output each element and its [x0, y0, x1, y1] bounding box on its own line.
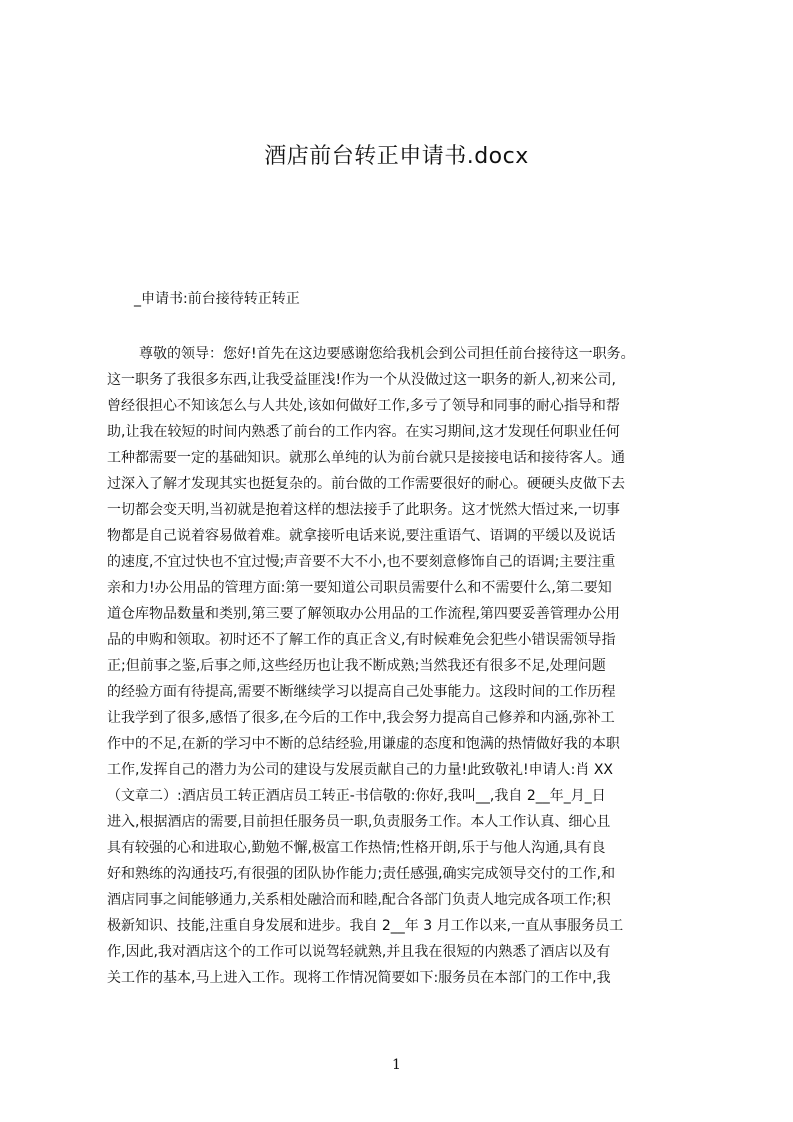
body-line: 让我学到了很多,感悟了很多,在今后的工作中,我会努力提高自己修养和内涵,弥补工: [107, 710, 615, 726]
body-line: 物都是自己说着容易做着难。就拿接听电话来说,要注重语气、语调的平缓以及说话: [107, 528, 616, 544]
body-line: 作,因此,我对酒店这个的工作可以说驾轻就熟,并且我在很短的内熟悉了酒店以及有: [107, 944, 611, 960]
document-title: 酒店前台转正申请书.docx: [264, 144, 529, 169]
body-line: 品的申购和领取。初时还不了解工作的真正含义,有时候难免会犯些小错误需领导指: [107, 632, 616, 648]
body-line: 曾经很担心不知该怎么与人共处,该如何做好工作,多亏了领导和同事的耐心指导和帮: [107, 398, 620, 414]
document-subheading: _申请书:前台接待转正转正: [134, 291, 300, 307]
body-line: 具有较强的心和进取心,勤勉不懈,极富工作热情;性格开朗,乐于与他人沟通,具有良: [107, 840, 606, 856]
page-number: 1: [392, 1057, 401, 1073]
body-line: 尊敬的领导：您好!首先在这边要感谢您给我机会到公司担任前台接待这一职务。: [139, 346, 635, 362]
body-line: 亲和力!办公用品的管理方面:第一要知道公司职员需要什么和不需要什么,第二要知: [107, 580, 612, 596]
body-line: 极新知识、技能,注重自身发展和进步。我自 2__年 3 月工作以来,一直从事服务员工: [107, 918, 624, 934]
body-line: 好和熟练的沟通技巧,有很强的团队协作能力;责任感强,确实完成领导交付的工作,和: [107, 866, 616, 882]
body-line: 过深入了解才发现其实也挺复杂的。前台做的工作需要很好的耐心。硬硬头皮做下去: [107, 476, 625, 492]
body-line: 正;但前事之鉴,后事之师,这些经历也让我不断成熟;当然我还有很多不足,处理问题: [107, 658, 606, 674]
body-line: 助,让我在较短的时间内熟悉了前台的工作内容。在实习期间,这才发现任何职业任何: [107, 424, 620, 440]
body-line: 酒店同事之间能够通力,关系相处融洽而和睦,配合各部门负责人地完成各项工作;积: [107, 892, 611, 908]
body-line: 这一职务了我很多东西,让我受益匪浅!作为一个从没做过这一职务的新人,初来公司,: [107, 372, 616, 388]
document-body: [107, 341, 697, 991]
body-line: 的经验方面有待提高,需要不断继续学习以提高自己处事能力。这段时间的工作历程: [107, 684, 616, 700]
body-line: 一切都会变天明,当初就是抱着这样的想法接手了此职务。这才恍然大悟过来,一切事: [107, 502, 620, 518]
body-line: 的速度,不宜过快也不宜过慢;声音要不大不小,也不要刻意修饰自己的语调;主要注重: [107, 554, 616, 570]
body-line: 工作,发挥自己的潜力为公司的建设与发展贡献自己的力量!此致敬礼!申请人:肖 XX: [107, 762, 614, 778]
body-line: 道仓库物品数量和类别,第三要了解领取办公用品的工作流程,第四要妥善管理办公用: [107, 606, 620, 622]
body-line: （文章二）:酒店员工转正酒店员工转正-书信敬的:你好,我叫__,我自 2__年_月_日: [107, 788, 606, 804]
body-line: 进入,根据酒店的需要,目前担任服务员一职,负责服务工作。本人工作认真、细心且: [107, 814, 611, 830]
body-line: 作中的不足,在新的学习中不断的总结经验,用谦虚的态度和饱满的热情做好我的本职: [107, 736, 620, 752]
body-line: 关工作的基本,马上进入工作。现将工作情况简要如下:服务员在本部门的工作中,我: [107, 970, 611, 986]
body-line: 工种都需要一定的基础知识。就那么单纯的认为前台就只是接接电话和接待客人。通: [107, 450, 625, 466]
